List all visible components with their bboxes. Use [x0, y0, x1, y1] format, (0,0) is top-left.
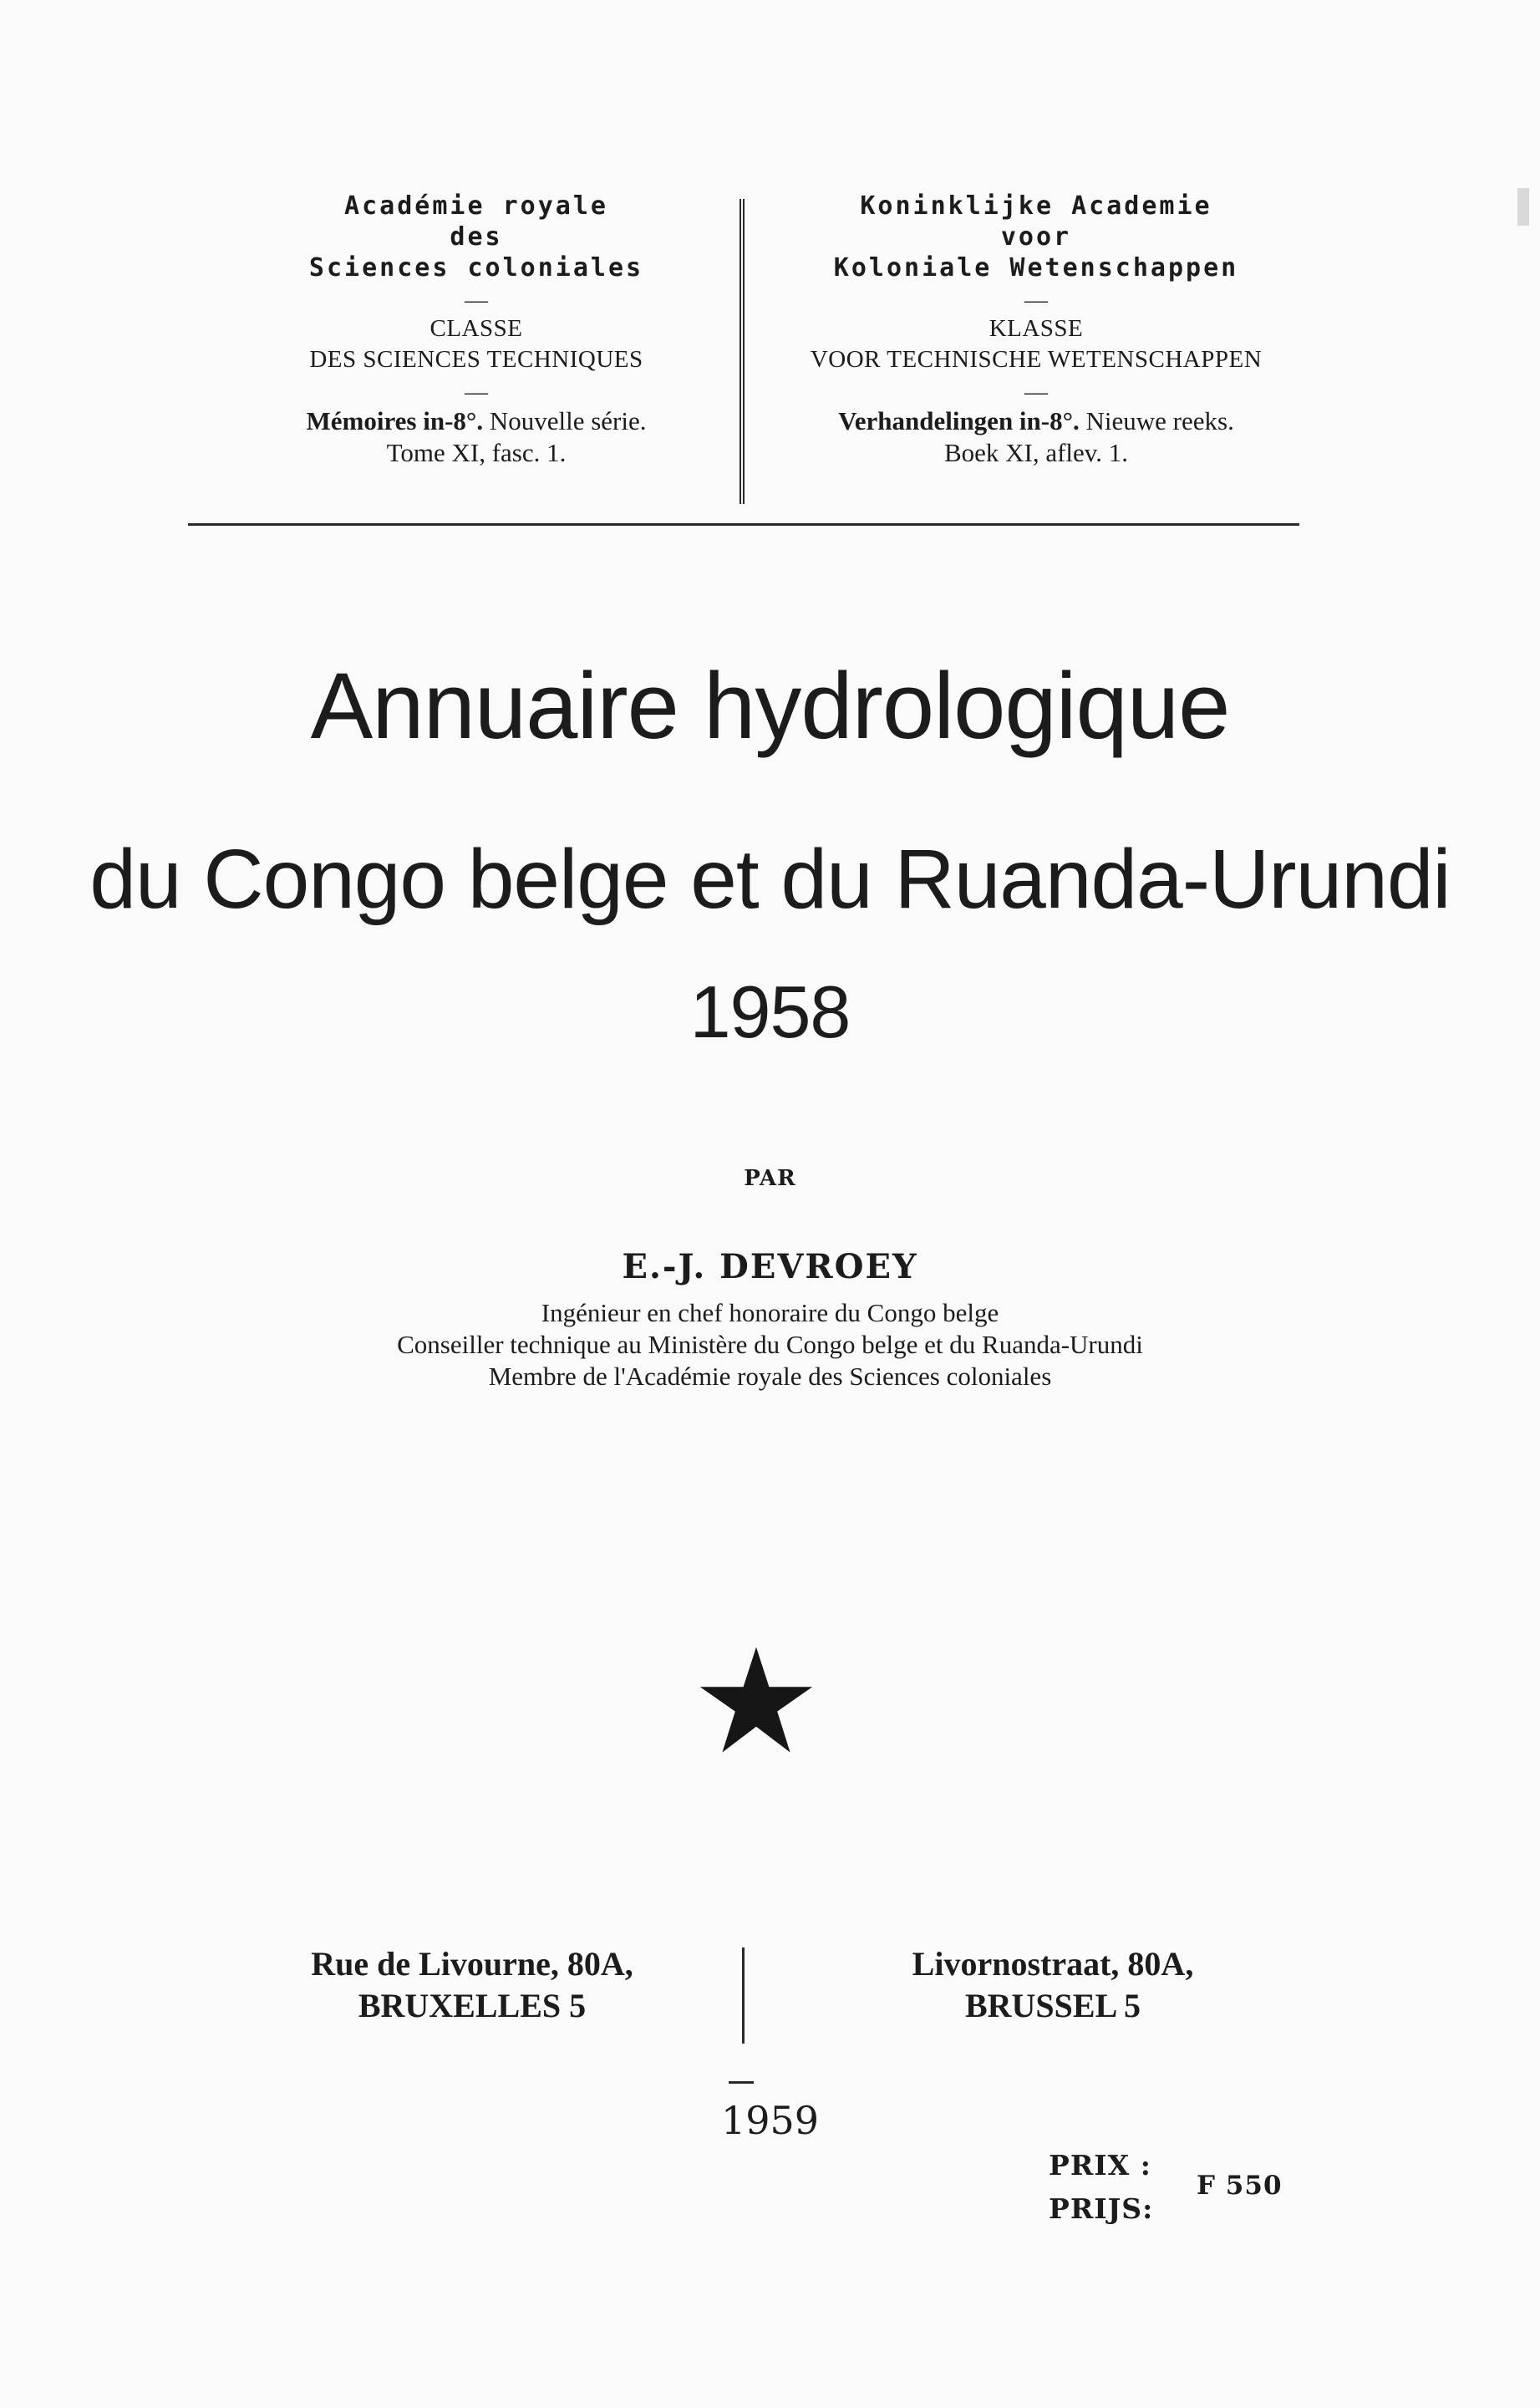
by-label: PAR: [744, 1166, 796, 1191]
book-year: 1958: [689, 970, 851, 1053]
volume-number: Tome XI, fasc. 1.: [386, 438, 567, 467]
header-rule: [188, 523, 1299, 526]
address-city: BRUXELLES 5: [358, 1987, 587, 2024]
book-title: Annuaire hydrologique: [310, 654, 1230, 758]
institution-line: Sciences coloniales: [308, 253, 644, 283]
series-label: Verhandelingen in-8°.: [838, 406, 1080, 435]
price-value: F 550: [1197, 2171, 1283, 2201]
header-right-dutch: [752, 191, 1320, 469]
author-credential: Conseiller technique au Ministère du Congo belge et du Ruanda-Urundi: [397, 1330, 1143, 1359]
header-left-french: [242, 191, 710, 469]
price-labels: [1049, 2144, 1153, 2231]
series-note: Nieuwe reeks.: [1079, 406, 1234, 435]
separator-dash: —: [1024, 288, 1048, 313]
book-subtitle: du Congo belge et du Ruanda-Urundi: [89, 832, 1451, 926]
class-line: VOOR TECHNISCHE WETENSCHAPPEN: [810, 346, 1263, 373]
address-street: Livornostraat, 80A,: [912, 1945, 1194, 1983]
price-label-nl: PRIJS:: [1049, 2192, 1154, 2225]
scan-edge-mark: [1517, 188, 1529, 226]
institution-line: Académie royale: [344, 191, 608, 221]
series-info-fr: [242, 405, 710, 469]
address-divider: [742, 1947, 745, 2044]
class-name-nl: [752, 313, 1320, 375]
institution-line: Koninklijke Academie: [860, 191, 1212, 221]
address-french: [234, 1943, 710, 2027]
class-name-fr: [242, 313, 710, 375]
institution-line: des: [450, 222, 503, 252]
separator-dash: —: [1024, 379, 1048, 405]
year-separator: [729, 2081, 754, 2084]
series-info-nl: [752, 405, 1320, 469]
series-label: Mémoires in-8°.: [306, 406, 484, 435]
institution-name-nl: [752, 191, 1320, 283]
address-street: Rue de Livourne, 80A,: [311, 1945, 633, 1983]
class-line: KLASSE: [989, 315, 1084, 342]
header-divider: [740, 199, 745, 504]
class-line: CLASSE: [429, 315, 523, 342]
star-icon: [698, 1642, 815, 1759]
separator-dash: —: [465, 288, 488, 313]
institution-line: Koloniale Wetenschappen: [833, 253, 1239, 283]
price-label-fr: PRIX :: [1049, 2149, 1151, 2181]
author-name: E.-J. DEVROEY: [622, 1247, 918, 1286]
author-credential: Ingénieur en chef honoraire du Congo belge: [541, 1298, 999, 1327]
class-line: DES SCIENCES TECHNIQUES: [309, 346, 643, 373]
separator-dash: —: [465, 379, 488, 405]
institution-line: voor: [1000, 222, 1072, 252]
address-dutch: [819, 1943, 1287, 2027]
volume-number: Boek XI, aflev. 1.: [943, 438, 1129, 467]
author-credential: Membre de l'Académie royale des Sciences coloniales: [488, 1362, 1052, 1391]
address-city: BRUSSEL 5: [964, 1987, 1141, 2024]
publication-year: 1959: [720, 2098, 820, 2143]
institution-name-fr: [242, 191, 710, 283]
series-note: Nouvelle série.: [483, 406, 647, 435]
